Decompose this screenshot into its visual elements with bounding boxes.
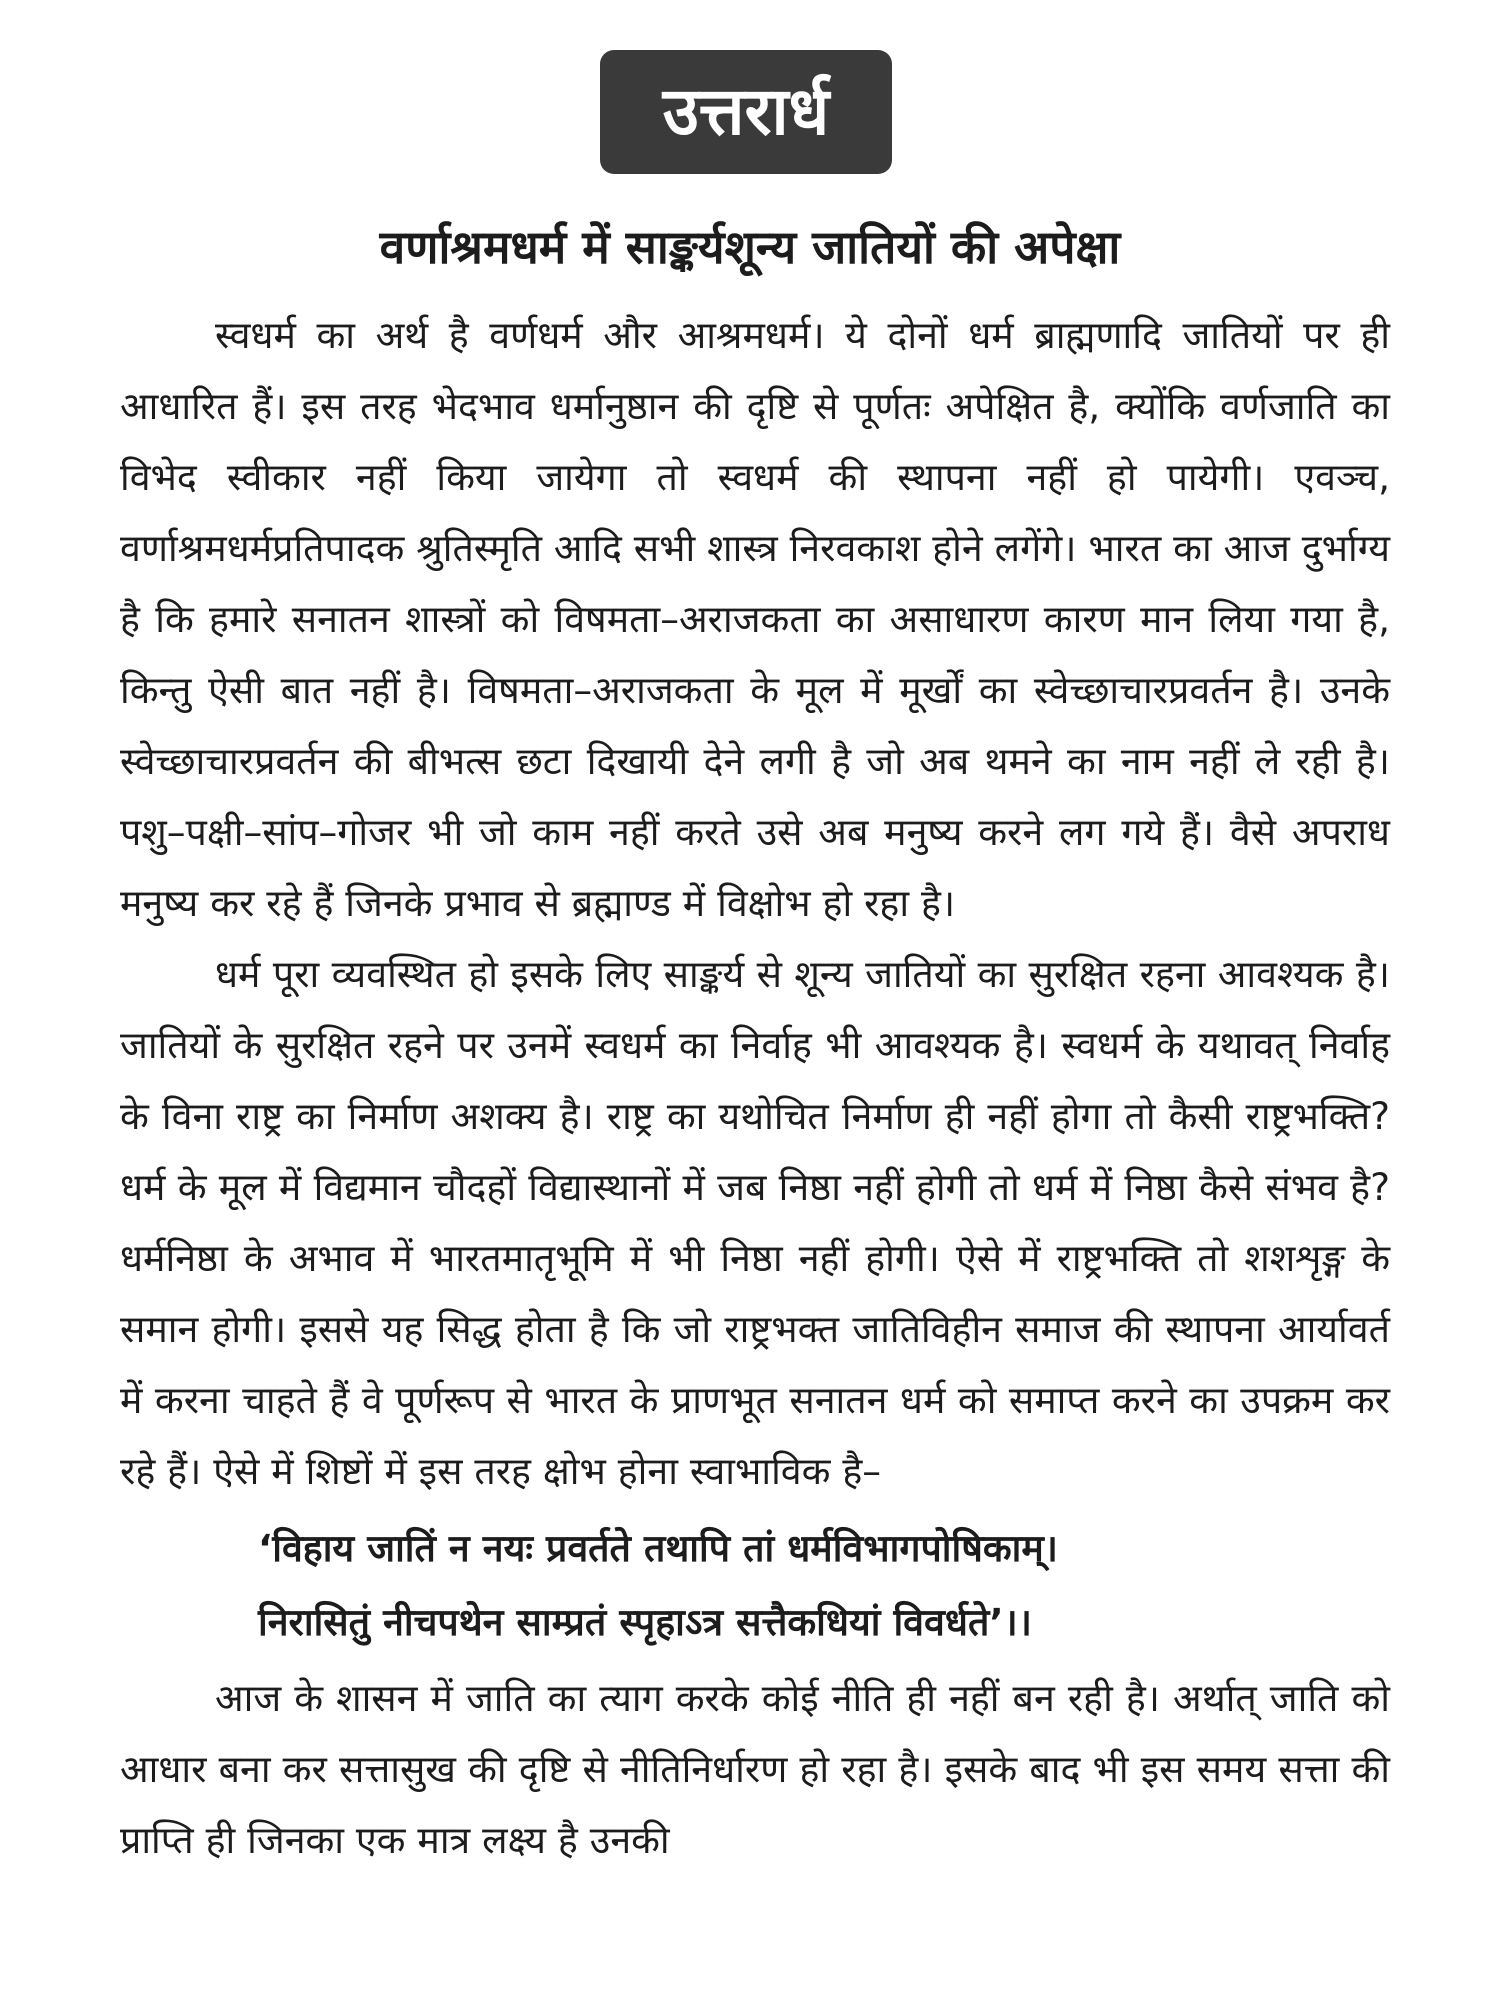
paragraph-2: धर्म पूरा व्यवस्थित हो इसके लिए साङ्कर्य से शून्य जातियों का सुरक्षित रहना आवश्यक है। जातियों के सुरक्षित रहने पर उनमें स्वधर्म का निर्वाह भी आवश्यक है। स्वधर्म के यथावत् निर्वाह के विना राष्ट्र का निर्माण अशक्य है। राष्ट्र का यथोचित निर्माण ही नहीं होगा तो कैसी राष्ट्रभक्ति? धर्म के मूल में विद्यमान चौदहों विद्यास्थानों में जब निष्ठा नहीं होगी तो धर्म में निष्ठा कैसे संभव है? धर्मनिष्ठा के अभाव में भारतमातृभूमि में भी निष्ठा नहीं होगी। ऐसे में राष्ट्रभक्ति तो शशशृङ्ग के समान होगी। इससे यह सिद्ध होता है कि जो राष्ट्रभक्त जातिविहीन समाज की स्थापना आर्यावर्त में करना चाहते हैं वे पूर्णरूप से भारत के प्राणभूत सनातन धर्म को समाप्त करने का उपक्रम कर रहे हैं। ऐसे में शिष्टों में इस तरह क्षोभ होना स्वाभाविक है– bbox=[120, 952, 1390, 1493]
section-title: उत्तरार्ध bbox=[662, 73, 830, 150]
verse-line-1: ‘विहाय जातिं न नयः प्रवर्तते तथापि तां धर्मविभागपोषिकाम्। bbox=[258, 1526, 1059, 1570]
paragraph-1: स्वधर्म का अर्थ है वर्णधर्म और आश्रमधर्म। ये दोनों धर्म ब्राह्मणादि जातियों पर ही आधारित हैं। इस तरह भेदभाव धर्मानुष्ठान की दृष्टि से पूर्णतः अपेक्षित है, क्योंकि वर्णजाति का विभेद स्वीकार नहीं किया जायेगा तो स्वधर्म की स्थापना नहीं हो पायेगी। एवञ्च, वर्णाश्रमधर्मप्रतिपादक श्रुतिस्मृति आदि सभी शास्त्र निरवकाश होने लगेंगे। भारत का आज दुर्भाग्य है कि हमारे सनातन शास्त्रों को विषमता–अराजकता का असाधारण कारण मान लिया गया है, किन्तु ऐसी बात नहीं है। विषमता–अराजकता के मूल में मूर्खों का स्वेच्छाचारप्रवर्तन है। उनके स्वेच्छाचारप्रवर्तन की बीभत्स छटा दिखायी देने लगी है जो अब थमने का नाम नहीं ले रही है। पशु–पक्षी–सांप–गोजर भी जो काम नहीं करते उसे अब मनुष्य करने लग गये हैं। वैसे अपराध मनुष्य कर रहे हैं जिनके प्रभाव से ब्रह्माण्ड में विक्षोभ हो रहा है। bbox=[120, 313, 1390, 925]
sanskrit-verse bbox=[120, 1511, 1390, 1659]
section-title-box bbox=[600, 50, 892, 174]
verse-line-2: निरासितुं नीचपथेन साम्प्रतं स्पृहाऽत्र सत्तैकधियां विवर्धते’।। bbox=[258, 1600, 1032, 1644]
paragraph-3: आज के शासन में जाति का त्याग करके कोई नीति ही नहीं बन रही है। अर्थात् जाति को आधार बना कर सत्तासुख की दृष्टि से नीतिनिर्धारण हो रहा है। इसके बाद भी इस समय सत्ता की प्राप्ति ही जिनका एक मात्र लक्ष्य है उनकी bbox=[120, 1676, 1390, 1862]
chapter-heading: वर्णाश्रमधर्म में साङ्कर्यशून्य जातियों की अपेक्षा bbox=[379, 220, 1121, 274]
body-text bbox=[120, 300, 1390, 1876]
